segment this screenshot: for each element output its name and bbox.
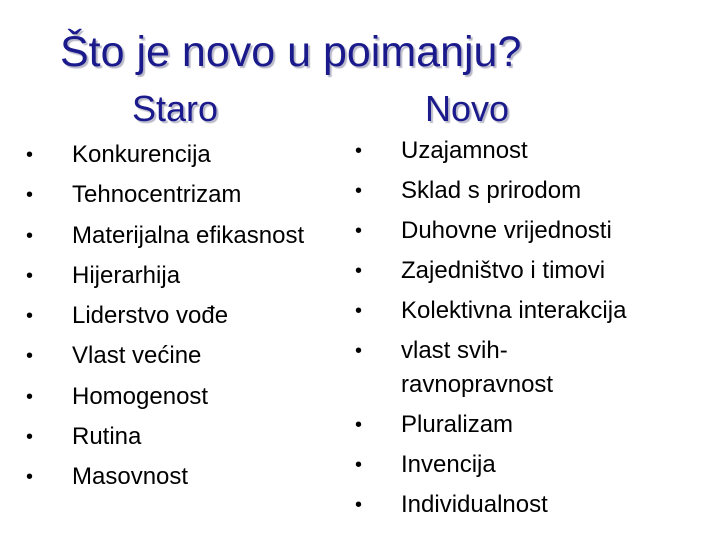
list-item (26, 336, 304, 376)
heading-staro: Staro (132, 88, 219, 129)
list-item (355, 131, 626, 171)
list-item-label: Tehnocentrizam (72, 181, 242, 209)
left-bullet-list (26, 135, 304, 498)
bullet-icon: • (26, 466, 34, 489)
list-item (355, 331, 626, 405)
list-item-label: Invencija (401, 451, 496, 478)
list-item (26, 377, 304, 417)
bullet-icon: • (26, 305, 34, 328)
list-item-label: Individualnost (401, 491, 548, 518)
list-item (26, 417, 304, 457)
heading-novo: Novo (425, 88, 510, 129)
list-item (355, 211, 626, 251)
list-item-label: Kolektivna interakcija (401, 297, 627, 324)
bullet-icon: • (26, 144, 34, 166)
list-item-label-continuation: ravnopravnost (401, 371, 554, 398)
list-item-label: vlast svih- (401, 337, 508, 364)
bullet-icon: • (26, 345, 34, 368)
bullet-icon: • (26, 385, 34, 408)
bullet-icon: • (26, 224, 34, 247)
bullet-icon: • (355, 260, 363, 282)
list-item-label: Vlast većine (72, 342, 202, 370)
list-item-label: Pluralizam (401, 411, 514, 438)
bullet-icon: • (355, 220, 363, 242)
list-item (355, 291, 626, 331)
list-item (355, 485, 626, 525)
list-item-label: Konkurencija (72, 141, 211, 168)
list-item (26, 216, 304, 256)
list-item-label: Uzajamnost (401, 137, 528, 164)
list-item (26, 135, 304, 175)
list-item-label: Zajedništvo i timovi (401, 257, 606, 284)
bullet-icon: • (355, 414, 363, 436)
list-item (26, 457, 304, 497)
list-item (355, 171, 626, 211)
bullet-icon: • (26, 264, 34, 287)
bullet-icon: • (355, 180, 363, 202)
bullet-icon: • (355, 340, 363, 362)
list-item (26, 256, 304, 296)
list-item-label: Duhovne vrijednosti (401, 217, 612, 244)
list-item-label: Homogenost (72, 382, 209, 410)
list-item-label: Liderstvo vođe (72, 302, 229, 330)
list-item-label: Rutina (72, 423, 142, 451)
list-item-label: Hijerarhija (72, 261, 181, 289)
slide-title: Što je novo u poimanju? (60, 28, 522, 76)
list-item (26, 296, 304, 336)
list-item (355, 405, 626, 445)
bullet-icon: • (355, 300, 363, 322)
right-bullet-list (355, 131, 626, 525)
list-item-label: Masovnost (72, 463, 189, 491)
bullet-icon: • (355, 494, 363, 516)
list-item (26, 175, 304, 215)
list-item-label: Sklad s prirodom (401, 177, 582, 204)
bullet-icon: • (355, 454, 363, 476)
bullet-icon: • (26, 184, 34, 207)
bullet-icon: • (355, 140, 363, 162)
list-item (355, 445, 626, 485)
list-item-label: Materijalna efikasnost (72, 221, 305, 249)
list-item (355, 251, 626, 291)
bullet-icon: • (26, 426, 34, 449)
